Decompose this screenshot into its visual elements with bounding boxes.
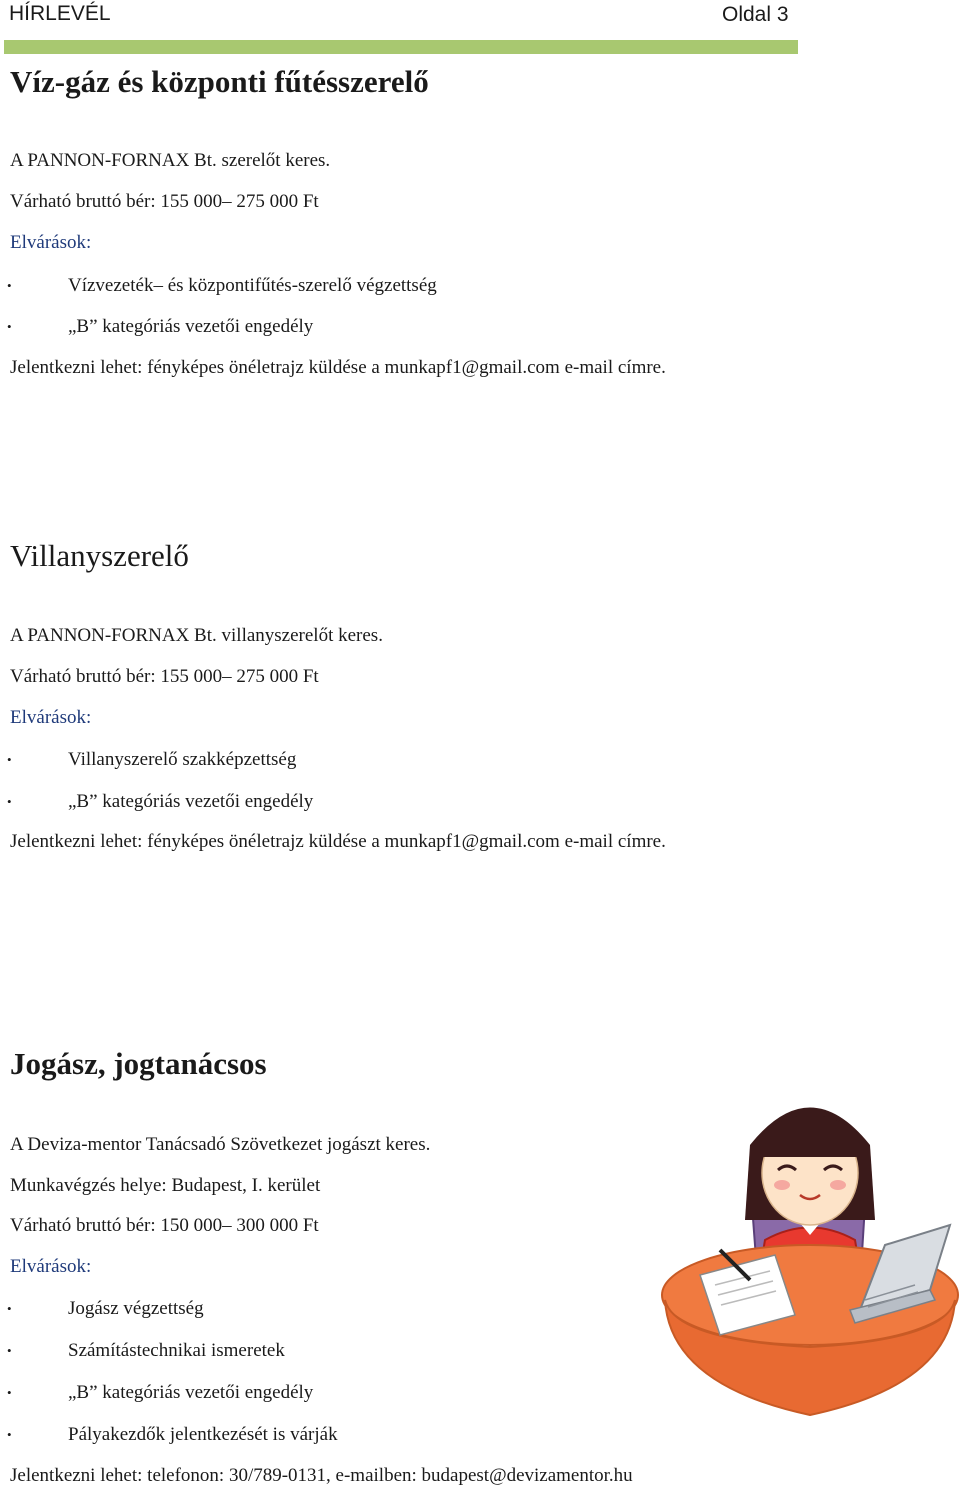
job-title-electrician: Villanyszerelő xyxy=(10,538,189,573)
requirement-item: Számítástechnikai ismeretek xyxy=(68,1340,285,1361)
header-title: HÍRLEVÉL xyxy=(9,2,111,25)
location-line: Munkavégzés helye: Budapest, I. kerület xyxy=(10,1175,321,1196)
requirement-item: Pályakezdők jelentkezését is várják xyxy=(68,1424,338,1445)
apply-line: Jelentkezni lehet: fényképes önéletrajz küldése a munkapf1@gmail.com e-mail címre. xyxy=(10,357,666,378)
company-line: A Deviza-mentor Tanácsadó Szövetkezet jogászt keres. xyxy=(10,1134,431,1155)
company-line: A PANNON-FORNAX Bt. villanyszerelőt keres. xyxy=(10,625,383,646)
bullet: • xyxy=(7,1301,12,1316)
bullet: • xyxy=(7,1385,12,1400)
requirement-item: „B” kategóriás vezetői engedély xyxy=(68,791,314,812)
office-worker-illustration xyxy=(660,1085,960,1420)
bullet: • xyxy=(7,319,12,334)
page-number: Oldal 3 xyxy=(722,3,789,26)
bullet: • xyxy=(7,794,12,809)
job-title-lawyer: Jogász, jogtanácsos xyxy=(10,1046,267,1081)
requirement-item: „B” kategóriás vezetői engedély xyxy=(68,316,314,337)
requirements-label: Elvárások: xyxy=(10,232,92,253)
bullet: • xyxy=(7,1343,12,1358)
header-rule xyxy=(4,40,798,54)
requirement-item: Villanyszerelő szakképzettség xyxy=(68,749,297,770)
apply-line: Jelentkezni lehet: telefonon: 30/789-0131, e-mailben: budapest@devizamentor.hu xyxy=(10,1465,633,1486)
bullet: • xyxy=(7,278,12,293)
requirement-item: Jogász végzettség xyxy=(68,1298,204,1319)
salary-line: Várható bruttó bér: 150 000– 300 000 Ft xyxy=(10,1215,319,1236)
job-title-plumber: Víz-gáz és központi fűtésszerelő xyxy=(10,64,429,99)
requirement-item: Vízvezeték– és központifűtés-szerelő végzettség xyxy=(68,275,437,296)
company-line: A PANNON-FORNAX Bt. szerelőt keres. xyxy=(10,150,331,171)
requirements-label: Elvárások: xyxy=(10,707,92,728)
bullet: • xyxy=(7,1427,12,1442)
apply-line: Jelentkezni lehet: fényképes önéletrajz küldése a munkapf1@gmail.com e-mail címre. xyxy=(10,831,666,852)
bullet: • xyxy=(7,752,12,767)
requirement-item: „B” kategóriás vezetői engedély xyxy=(68,1382,314,1403)
salary-line: Várható bruttó bér: 155 000– 275 000 Ft xyxy=(10,191,319,212)
requirements-label: Elvárások: xyxy=(10,1256,92,1277)
salary-line: Várható bruttó bér: 155 000– 275 000 Ft xyxy=(10,666,319,687)
